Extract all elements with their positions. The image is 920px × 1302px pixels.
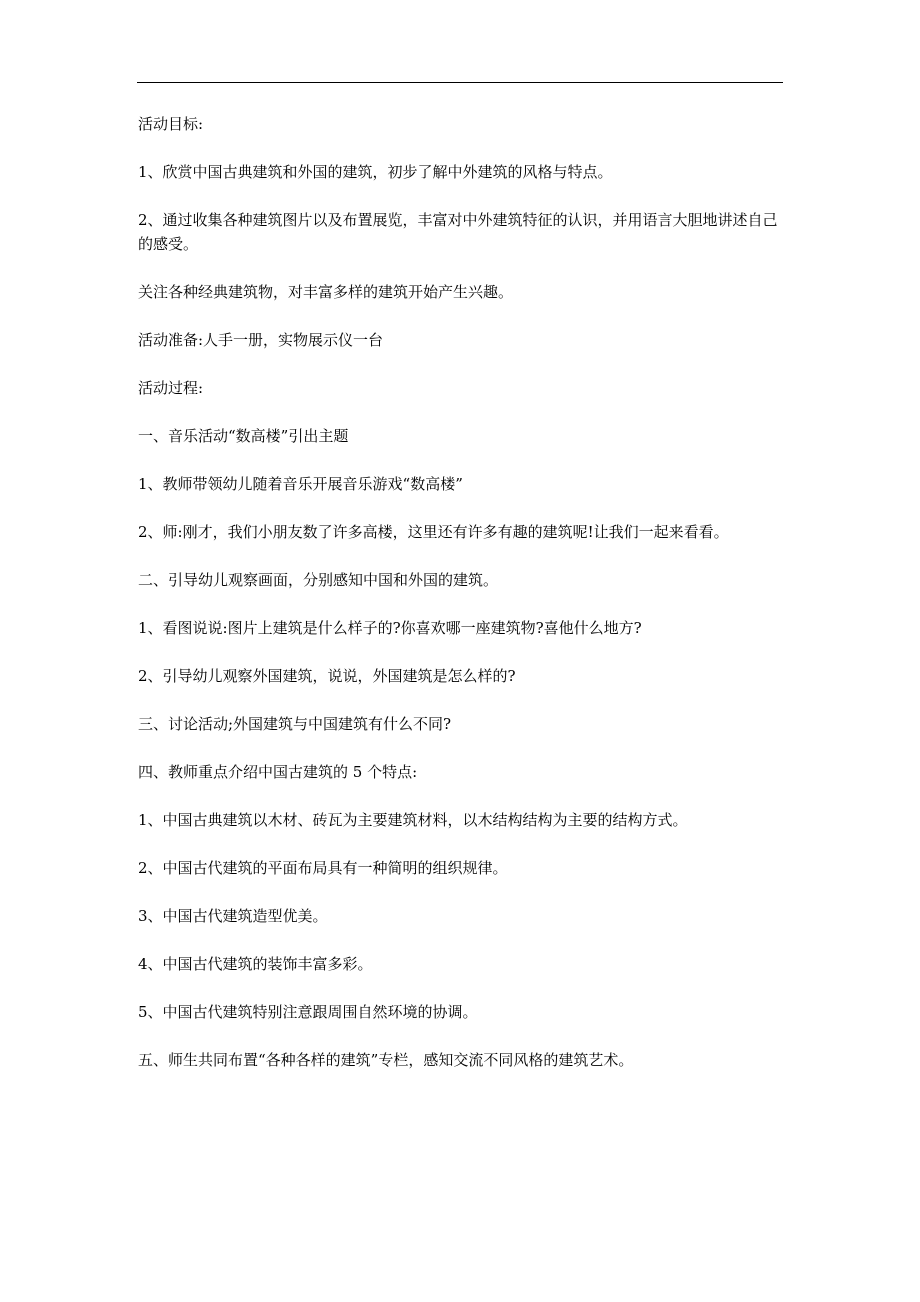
section-3-heading: 三、讨论活动;外国建筑与中国建筑有什么不同?: [138, 715, 452, 733]
preparation-line: 活动准备:人手一册，实物展示仪一台: [138, 331, 384, 349]
section-2-step-2: 2、引导幼儿观察外国建筑，说说，外国建筑是怎么样的?: [138, 667, 516, 685]
section-2-step-1: 1、看图说说:图片上建筑是什么样子的?你喜欢哪一座建筑物?喜他什么地方?: [138, 619, 642, 637]
feature-3: 3、中国古代建筑造型优美。: [138, 907, 328, 925]
feature-5: 5、中国古代建筑特别注意跟周围自然环境的协调。: [138, 1003, 478, 1021]
section-1-step-1: 1、教师带领幼儿随着音乐开展音乐游戏“数高楼”: [138, 475, 463, 493]
feature-4: 4、中国古代建筑的装饰丰富多彩。: [138, 955, 373, 973]
objective-1: 1、欣赏中国古典建筑和外国的建筑，初步了解中外建筑的风格与特点。: [138, 163, 613, 181]
section-4-heading: 四、教师重点介绍中国古建筑的 5 个特点:: [138, 763, 418, 781]
section-1-step-2: 2、师:刚才，我们小朋友数了许多高楼，这里还有许多有趣的建筑呢!让我们一起来看看。: [138, 523, 729, 541]
document-body: [138, 112, 784, 1096]
objective-2: 2、通过收集各种建筑图片以及布置展览，丰富对中外建筑特征的认识，并用语言大胆地讲述自己的感受。: [138, 211, 778, 253]
section-1-heading: 一、音乐活动“数高楼”引出主题: [138, 427, 349, 445]
objective-3: 关注各种经典建筑物，对丰富多样的建筑开始产生兴趣。: [138, 283, 514, 301]
process-heading: 活动过程:: [138, 379, 204, 397]
header-rule: [137, 82, 783, 83]
objectives-heading: 活动目标:: [138, 115, 204, 133]
feature-1: 1、中国古典建筑以木材、砖瓦为主要建筑材料，以木结构结构为主要的结构方式。: [138, 811, 688, 829]
feature-2: 2、中国古代建筑的平面布局具有一种简明的组织规律。: [138, 859, 508, 877]
section-5-heading: 五、师生共同布置“各种各样的建筑”专栏，感知交流不同风格的建筑艺术。: [138, 1051, 634, 1069]
section-2-heading: 二、引导幼儿观察画面，分别感知中国和外国的建筑。: [138, 571, 499, 589]
